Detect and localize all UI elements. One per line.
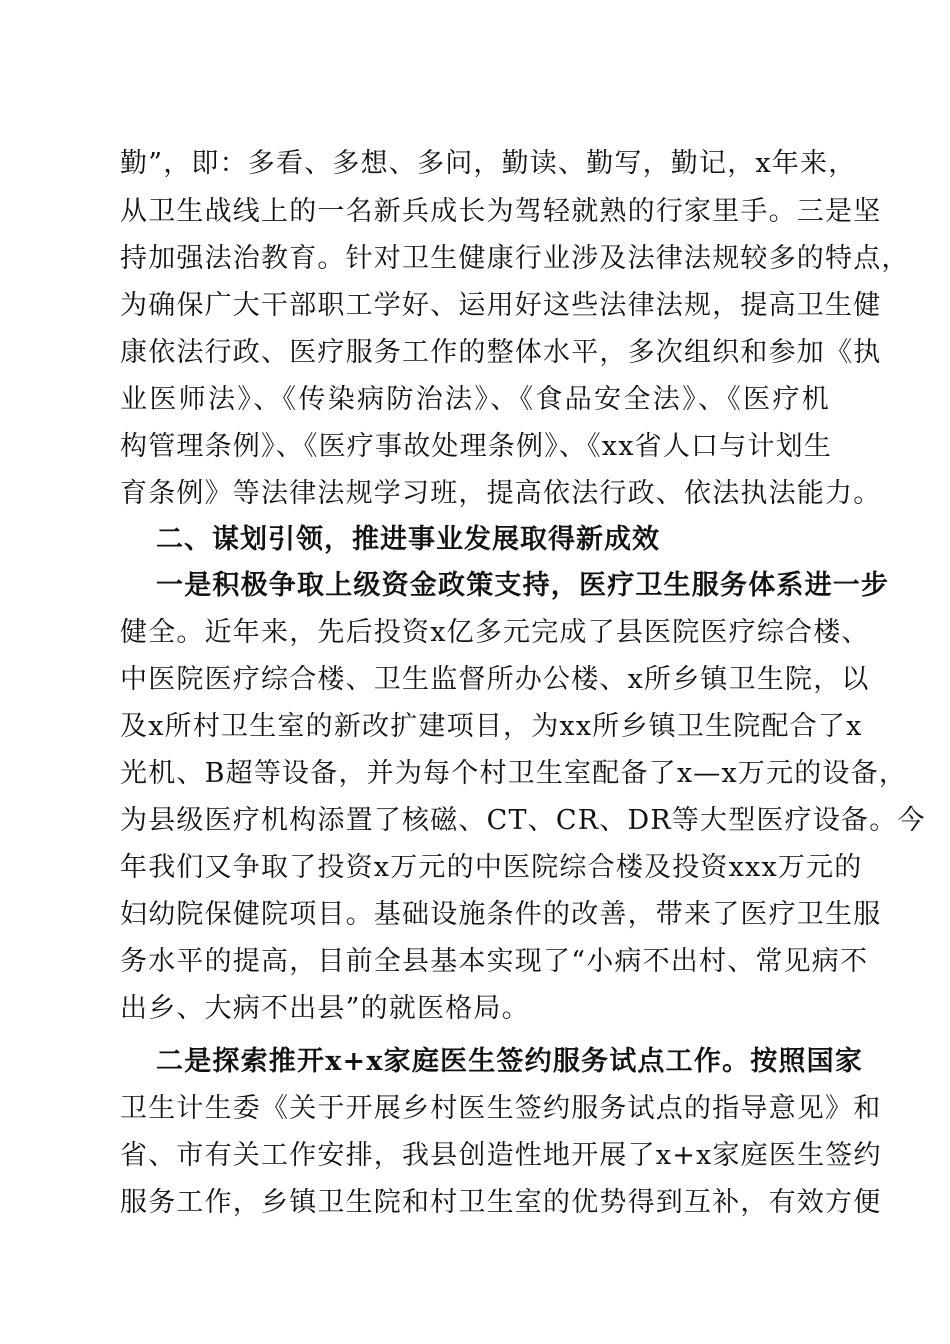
text-line: 及x所村卫生室的新改扩建项目，为xx所乡镇卫生院配合了x xyxy=(120,711,863,742)
text-line: 勤”，即：多看、多想、多问，勤读、勤写，勤记，x年来， xyxy=(120,148,857,179)
text-line: 省、市有关工作安排，我县创造性地开展了x+x家庭医生签约 xyxy=(120,1140,882,1171)
text-line: 康依法行政、医疗服务工作的整体水平，多次组织和参加《执 xyxy=(120,337,882,368)
text-line: 为确保广大干部职工学好、运用好这些法律法规，提高卫生健 xyxy=(120,290,882,321)
text-line: 构管理条例》、《医疗事故处理条例》、《xx省人口与计划生 xyxy=(120,431,833,462)
text-line: 健全。近年来，先后投资x亿多元完成了县医院医疗综合楼、 xyxy=(120,617,870,648)
text-line: 中医院医疗综合楼、卫生监督所办公楼、x所乡镇卫生院，以 xyxy=(120,664,870,695)
text-line: 服务工作，乡镇卫生院和村卫生室的优势得到互补，有效方便 xyxy=(120,1187,882,1218)
text-line: 妇幼院保健院项目。基础设施条件的改善，带来了医疗卫生服 xyxy=(120,899,882,930)
text-line: 年我们又争取了投资x万元的中医院综合楼及投资xxx万元的 xyxy=(120,852,863,883)
text-line: 光机、B超等设备，并为每个村卫生室配备了x—x万元的设备， xyxy=(120,758,908,789)
text-line: 为县级医疗机构添置了核磁、CT、CR、DR等大型医疗设备。今 xyxy=(120,805,926,836)
text-line: 务水平的提高，目前全县基本实现了“小病不出村、常见病不 xyxy=(120,946,869,977)
section-heading: 二、谋划引领，推进事业发展取得新成效 xyxy=(156,524,660,555)
paragraph-lead-line: 二是探索推开x+x家庭医生签约服务试点工作。按照国家 xyxy=(156,1046,864,1077)
text-line: 出乡、大病不出县”的就医格局。 xyxy=(120,993,530,1024)
text-line: 从卫生战线上的一名新兵成长为驾轻就熟的行家里手。三是坚 xyxy=(120,196,882,227)
text-line: 持加强法治教育。针对卫生健康行业涉及法律法规较多的特点， xyxy=(120,243,910,274)
text-line: 业医师法》、《传染病防治法》、《食品安全法》、《医疗机 xyxy=(120,384,830,415)
text-line: 卫生计生委《关于开展乡村医生签约服务试点的指导意见》和 xyxy=(120,1093,882,1124)
text-line: 育条例》等法律法规学习班，提高依法行政、依法执法能力。 xyxy=(120,478,882,509)
paragraph-lead-line: 一是积极争取上级资金政策支持，医疗卫生服务体系进一步 xyxy=(156,570,890,601)
